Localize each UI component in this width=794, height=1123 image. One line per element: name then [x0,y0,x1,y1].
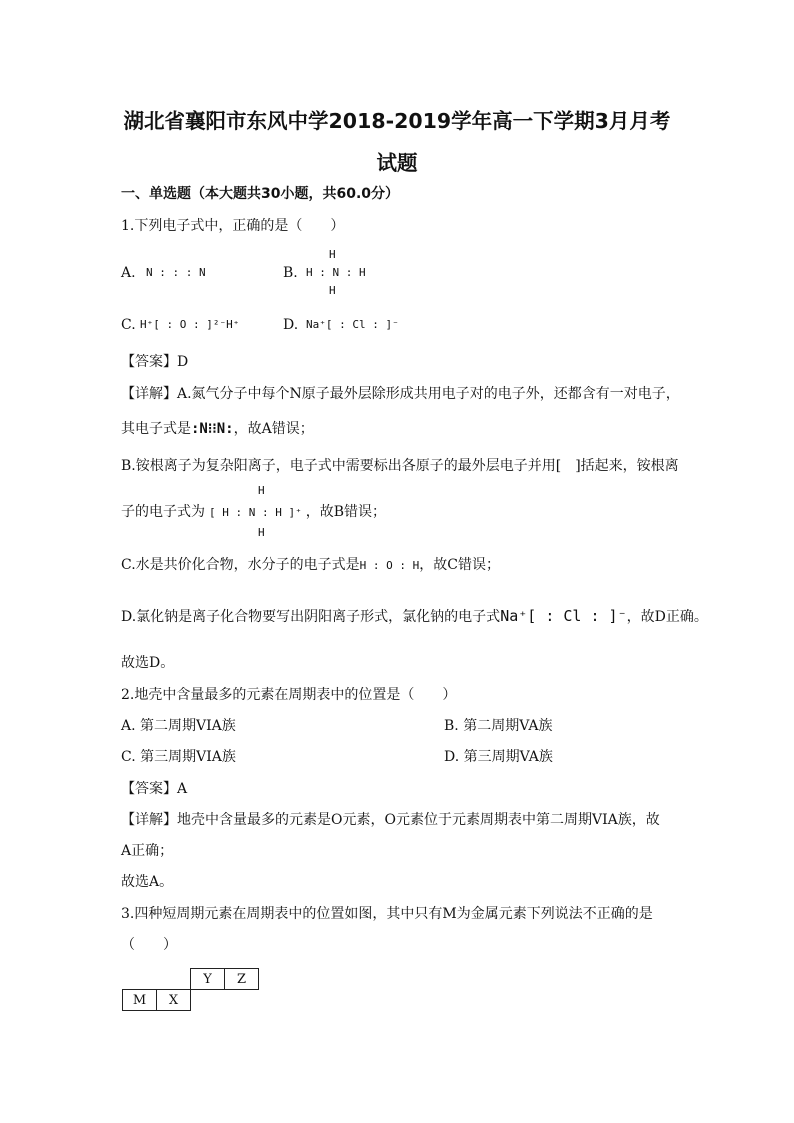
document-title-line2: 试题 [376,151,418,175]
q1-detail-d-pre: D.氯化钠是离子化合物要写出阴阳离子形式，氯化钠的电子式 [121,609,501,625]
q1-detail-a-line1: 【详解】A.氮气分子中每个N原子最外层除形成共用电子对的电子外，还都含有一对电子， [121,386,680,402]
q1-detail-b-h-bottom: H [258,526,265,539]
document-title-line1: 湖北省襄阳市东风中学2018-2019学年高一下学期3月月考 [123,109,671,133]
q1-detail-a-line2-post: ，故A错误； [233,421,314,437]
table-cell [225,990,259,1011]
q1-conclusion: 故选D。 [121,655,175,671]
q1-option-d-formula: Na⁺[ : Cl : ]⁻ [306,318,399,331]
table-cell [123,969,157,990]
table-cell-m: M [123,990,157,1011]
q1-detail-c-formula: H : O : H [359,559,420,572]
q2-stem: 2.地壳中含量最多的元素在周期表中的位置是（ ） [121,687,457,703]
q1-stem: 1.下列电子式中，正确的是（ ） [121,218,345,234]
q1-detail-a-formula: :N⁝⁝N: [191,421,234,437]
table-cell-z: Z [225,969,259,990]
table-cell-y: Y [191,969,225,990]
q1-detail-a-line2-pre: 其电子式是 [121,421,191,437]
q1-option-b-label: B. [283,265,298,281]
q1-option-c-label: C. [121,317,136,333]
table-cell [191,990,225,1011]
q1-option-b-formula: H : N : H [306,266,366,279]
q1-detail-b-line1: B.铵根离子为复杂阳离子，电子式中需要标出各原子的最外层电子并用[ ]括起来，铵根离 [121,458,679,474]
q1-option-a-formula: N : : : N [146,266,206,279]
q1-option-d-label: D. [283,317,299,333]
q1-detail-b-line2-pre: 子的电子式为 [121,504,205,520]
q1-detail-b-formula: [ H : N : H ]⁺ [209,506,302,519]
table-row [123,990,259,1011]
q1-answer: 【答案】D [121,354,189,370]
table-cell-x: X [157,990,191,1011]
q1-option-b-h-top: H [329,248,336,261]
q3-paren: （ ） [121,937,177,953]
q2-option-b: B. 第二周期VA族 [444,718,553,734]
periodic-table-fragment [122,968,259,1011]
q1-option-c-formula: H⁺[ : O : ]²⁻H⁺ [140,318,240,331]
q2-detail-line1: 【详解】地壳中含量最多的元素是O元素，O元素位于元素周期表中第二周期VIA族，故 [121,812,660,828]
q2-option-a: A. 第二周期VIA族 [121,718,236,734]
q1-option-b-h-bottom: H [329,284,336,297]
table-row [123,969,259,990]
q2-option-d: D. 第三周期VA族 [444,749,553,765]
q2-option-c: C. 第三周期VIA族 [121,749,236,765]
q2-answer: 【答案】A [121,781,188,797]
q1-detail-d-formula: Na⁺[ : Cl : ]⁻ [500,607,627,625]
q1-detail-b-line2-post: ，故B错误； [305,504,387,520]
table-cell [157,969,191,990]
q1-option-a-label: A. [121,265,136,281]
q3-stem: 3.四种短周期元素在周期表中的位置如图，其中只有M为金属元素下列说法不正确的是 [121,906,653,922]
q2-detail-line2: A正确； [121,843,174,859]
q1-detail-d-post: ，故D正确。 [626,609,708,625]
section-heading: 一、单选题（本大题共30小题，共60.0分） [121,186,400,202]
q1-detail-c-pre: C.水是共价化合物，水分子的电子式是 [121,557,360,573]
q1-detail-b-h-top: H [258,484,265,497]
q1-detail-c-post: ，故C错误； [419,557,500,573]
q2-conclusion: 故选A。 [121,874,174,890]
